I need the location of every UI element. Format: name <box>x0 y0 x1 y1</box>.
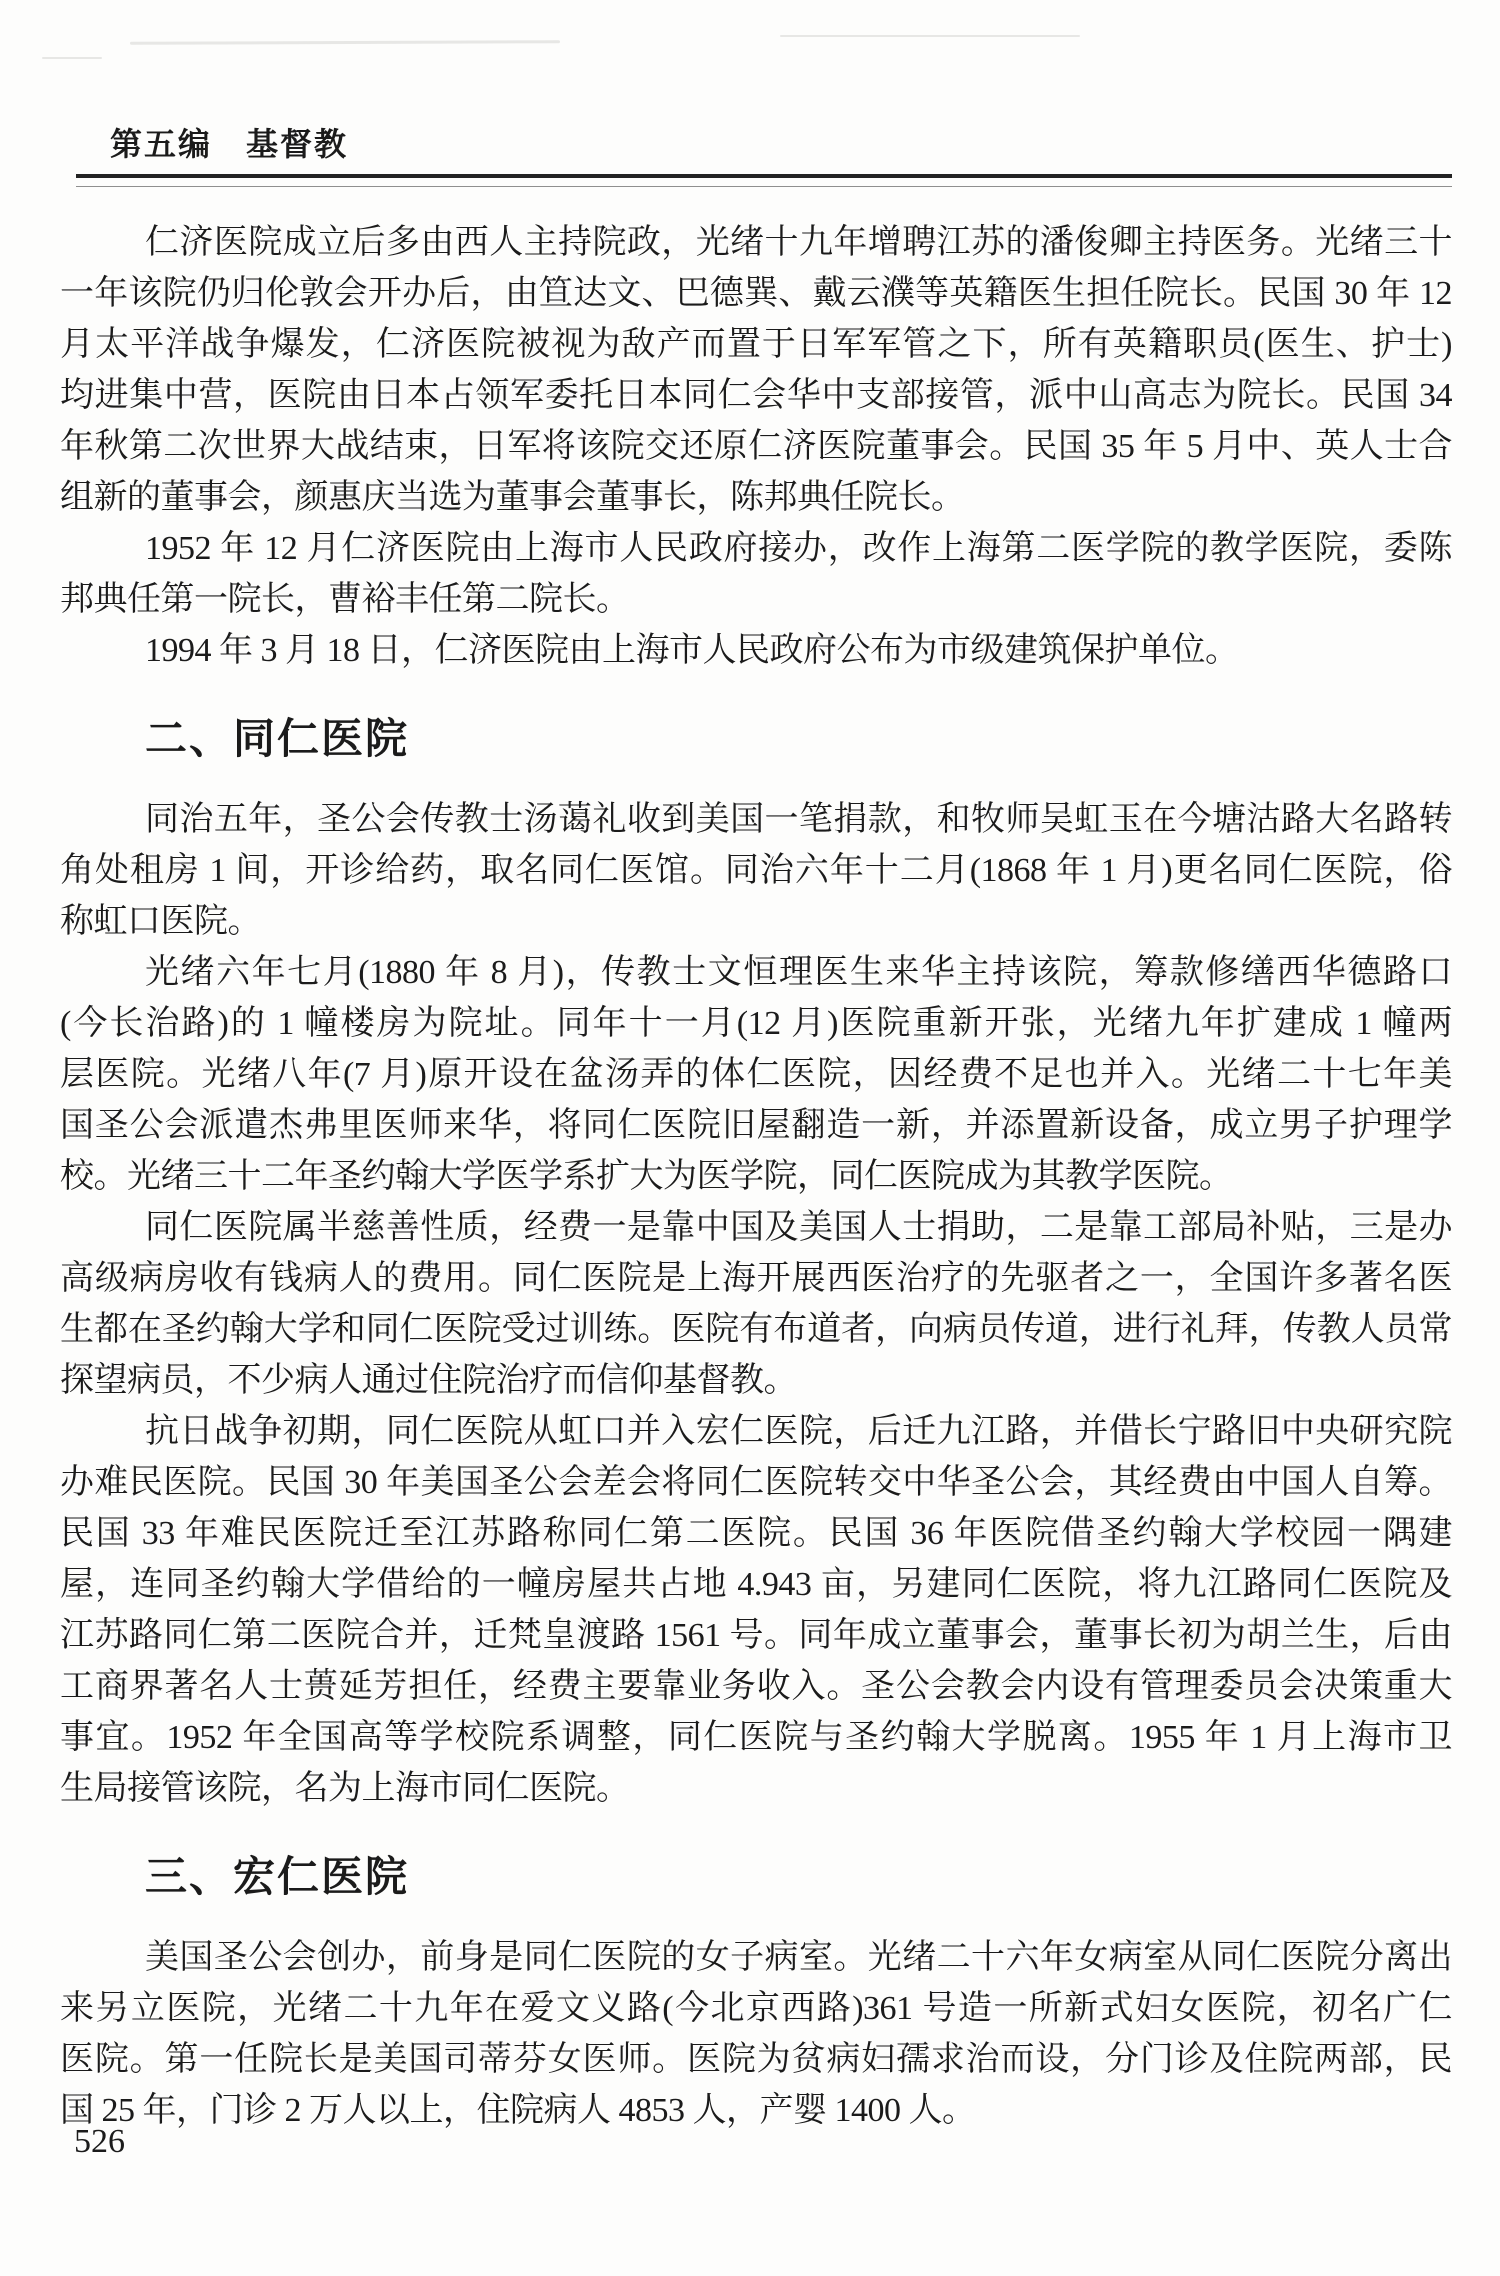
paragraph <box>60 1202 1452 1406</box>
text-line: 称虹口医院。 <box>60 903 261 940</box>
text-line: 民国 33 年难民医院迁至江苏路称同仁第二医院。民国 36 年医院借圣约翰大学校园一隅建 <box>60 1515 1452 1552</box>
text-line: 邦典任第一院长，曹裕丰任第二院长。 <box>60 581 630 618</box>
page-content <box>60 0 1452 2136</box>
text-line: 一年该院仍归伦敦会开办后，由笪达文、巴德巽、戴云濮等英籍医生担任院长。民国 30 年 12 <box>60 275 1452 312</box>
text-line: 年秋第二次世界大战结束，日军将该院交还原仁济医院董事会。民国 35 年 5 月中、英人士合 <box>60 428 1452 465</box>
paragraph <box>60 947 1452 1202</box>
text-line: 角处租房 1 间，开诊给药，取名同仁医馆。同治六年十二月(1868 年 1 月)更名同仁医院，俗 <box>60 852 1452 889</box>
section-heading: 二、同仁医院 <box>145 715 410 762</box>
paragraph <box>60 1932 1452 2136</box>
text-line: 高级病房收有钱病人的费用。同仁医院是上海开展西医治疗的先驱者之一，全国许多著名医 <box>60 1260 1452 1297</box>
text-line: 美国圣公会创办，前身是同仁医院的女子病室。光绪二十六年女病室从同仁医院分离出 <box>145 1939 1452 1976</box>
text-line: 生都在圣约翰大学和同仁医院受过训练。医院有布道者，向病员传道，进行礼拜，传教人员常 <box>60 1311 1452 1348</box>
text-line: 来另立医院，光绪二十九年在爱文义路(今北京西路)361 号造一所新式妇女医院，初名广仁 <box>60 1990 1452 2027</box>
text-line: 办难民医院。民国 30 年美国圣公会差会将同仁医院转交中华圣公会，其经费由中国人自筹。 <box>60 1464 1452 1501</box>
text-line: 同仁医院属半慈善性质，经费一是靠中国及美国人士捐助，二是靠工部局补贴，三是办 <box>145 1209 1452 1246</box>
text-line: 月太平洋战争爆发，仁济医院被视为敌产而置于日军军管之下，所有英籍职员(医生、护士) <box>60 326 1452 363</box>
text-line: 1994 年 3 月 18 日，仁济医院由上海市人民政府公布为市级建筑保护单位。 <box>145 632 1239 669</box>
running-header <box>110 126 1452 162</box>
paragraph <box>60 1406 1452 1814</box>
text-line: 光绪六年七月(1880 年 8 月)，传教士文恒理医生来华主持该院，筹款修缮西华德路口 <box>145 954 1452 991</box>
header-rule <box>76 174 1452 187</box>
text-line: 均进集中营，医院由日本占领军委托日本同仁会华中支部接管，派中山高志为院长。民国 34 <box>60 377 1452 414</box>
text-line: 事宜。1952 年全国高等学校院系调整，同仁医院与圣约翰大学脱离。1955 年 1 月上海市卫 <box>60 1719 1452 1756</box>
text-line: 国圣公会派遣杰弗里医师来华，将同仁医院旧屋翻造一新，并添置新设备，成立男子护理学 <box>60 1107 1452 1144</box>
text-line: 工商界著名人士蒉延芳担任，经费主要靠业务收入。圣公会教会内设有管理委员会决策重大 <box>60 1668 1452 1705</box>
text-line: 同治五年，圣公会传教士汤蔼礼收到美国一笔捐款，和牧师吴虹玉在今塘沽路大名路转 <box>145 801 1452 838</box>
text-line: 江苏路同仁第二医院合并，迁梵皇渡路 1561 号。同年成立董事会，董事长初为胡兰生，后由 <box>60 1617 1452 1654</box>
doc-body <box>60 217 1452 2136</box>
text-line: 仁济医院成立后多由西人主持院政，光绪十九年增聘江苏的潘俊卿主持医务。光绪三十 <box>145 224 1452 261</box>
page-number: 526 <box>74 2123 125 2160</box>
text-line: 1952 年 12 月仁济医院由上海市人民政府接办，改作上海第二医学院的教学医院，委陈 <box>145 530 1452 567</box>
section-heading: 三、宏仁医院 <box>145 1853 410 1900</box>
text-line: (今长治路)的 1 幢楼房为院址。同年十一月(12 月)医院重新开张，光绪九年扩建成 1 幢两 <box>60 1005 1452 1042</box>
text-line: 生局接管该院，名为上海市同仁医院。 <box>60 1770 630 1807</box>
section-label: 第五编 基督教 <box>110 126 349 162</box>
text-line: 组新的董事会，颜惠庆当选为董事会董事长，陈邦典任院长。 <box>60 479 965 516</box>
text-line: 国 25 年，门诊 2 万人以上，住院病人 4853 人，产婴 1400 人。 <box>60 2092 976 2129</box>
text-line: 医院。第一任院长是美国司蒂芬女医师。医院为贫病妇孺求治而设，分门诊及住院两部，民 <box>60 2041 1452 2078</box>
paragraph <box>60 794 1452 947</box>
text-line: 抗日战争初期，同仁医院从虹口并入宏仁医院，后迁九江路，并借长宁路旧中央研究院 <box>145 1413 1452 1450</box>
text-line: 校。光绪三十二年圣约翰大学医学系扩大为医学院，同仁医院成为其教学医院。 <box>60 1158 1233 1195</box>
text-line: 层医院。光绪八年(7 月)原开设在盆汤弄的体仁医院，因经费不足也并入。光绪二十七年美 <box>60 1056 1452 1093</box>
paragraph <box>60 523 1452 625</box>
paragraph <box>60 217 1452 523</box>
text-line: 探望病员，不少病人通过住院治疗而信仰基督教。 <box>60 1362 797 1399</box>
paragraph <box>60 625 1452 676</box>
text-line: 屋，连同圣约翰大学借给的一幢房屋共占地 4.943 亩，另建同仁医院，将九江路同仁医院及 <box>60 1566 1452 1603</box>
